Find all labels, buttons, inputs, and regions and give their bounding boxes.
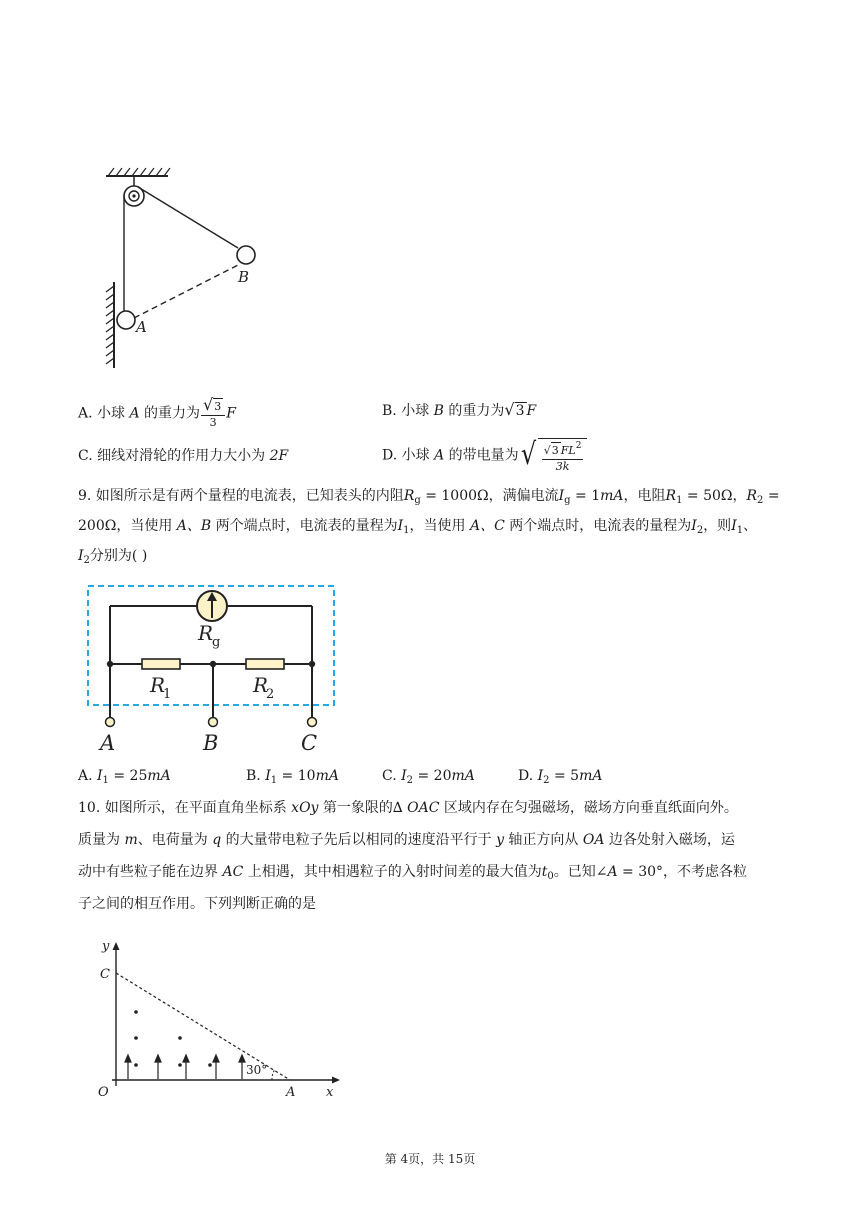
r1-subscript: 1 (163, 687, 172, 702)
r2-label: R (253, 673, 269, 697)
point-a-label: A (286, 1085, 296, 1100)
radical: √ $\frac{√3 FL^2}{3k}$ (519, 438, 588, 473)
r2-subscript: 2 (266, 687, 275, 702)
q9-option-d: D. $I_2 = 5mA$ (518, 768, 603, 786)
q10-line-3: 动中有些粒子能在边界 AC 上相遇，其中相遇粒子的入射时间差的最大值为$t_0$。已知∠A = 30°，不考虑各粒 (78, 864, 748, 882)
q9-line-1: 9. 如图所示是有两个量程的电流表，已知表头的内阻$R_g = 1000\Omega$，满偏电流$I_g = 1mA$，电阻$R_1 = 50\Omega$，$R_2$ = (78, 488, 780, 506)
terminal-a-label: A (100, 731, 116, 755)
fraction: $\frac{√3}{3}$ (201, 398, 225, 429)
terminal-c-label: C (301, 731, 318, 755)
y-axis-label: y (102, 939, 110, 954)
resistor-r1-icon (142, 659, 180, 669)
ammeter-circuit-figure (80, 580, 350, 760)
particle-arrows (125, 1055, 245, 1079)
q8-option-b: B. 小球 B 的重力为√3 F (382, 400, 537, 419)
q10-line-4: 子之间的相互作用。下列判断正确的是 (78, 896, 316, 912)
terminal-b-label: B (203, 731, 219, 755)
q9-option-b: B. $I_1 = 10mA$ (246, 768, 339, 786)
r1-label: R (150, 673, 166, 697)
angle-label: 30° (246, 1063, 268, 1077)
point-c-label: C (100, 967, 110, 982)
q9-line-2: 200Ω，当使用 A、B 两个端点时，电流表的量程为$I_1$，当使用 A、C 两个端点时，电流表的量程为$I_2$，则$I_1$、 (78, 518, 758, 536)
ball-a-label: A (136, 318, 147, 336)
page-footer: 第 4页，共 15页 (384, 1152, 476, 1166)
q10-line-1: 10. 如图所示，在平面直角坐标系 xOy 第一象限的∆ OAC 区域内存在匀强磁场，磁场方向垂直纸面向外。 (78, 800, 738, 816)
q9-option-c: C. $I_2 = 20mA$ (382, 768, 475, 786)
q9-option-a: A. $I_1 = 25mA$ (78, 768, 171, 786)
q9-line-3: $I_2$分别为( ) (78, 548, 148, 566)
resistor-r2-icon (246, 659, 284, 669)
rg-subscript: g (212, 635, 221, 650)
q8-option-c: C. 细线对滑轮的作用力大小为 2F (78, 448, 289, 464)
ball-b-label: B (238, 268, 250, 286)
q10-line-2: 质量为 m、电荷量为 q 的大量带电粒子先后以相同的速度沿平行于 y 轴正方向从 OA 边各处射入磁场，运 (78, 832, 735, 848)
origin-label: O (98, 1085, 109, 1100)
magnetic-field-figure (86, 936, 348, 1100)
rg-label: R (198, 621, 214, 645)
pulley-figure (98, 160, 268, 375)
q8-option-a: A. 小球 A 的重力为 $\frac{√3}{3}$ F (78, 395, 236, 429)
x-axis-label: x (326, 1085, 334, 1100)
q8-option-d: D. 小球 A 的带电量为 √ $\frac{√3 FL^2}{3k}$ (382, 438, 587, 473)
